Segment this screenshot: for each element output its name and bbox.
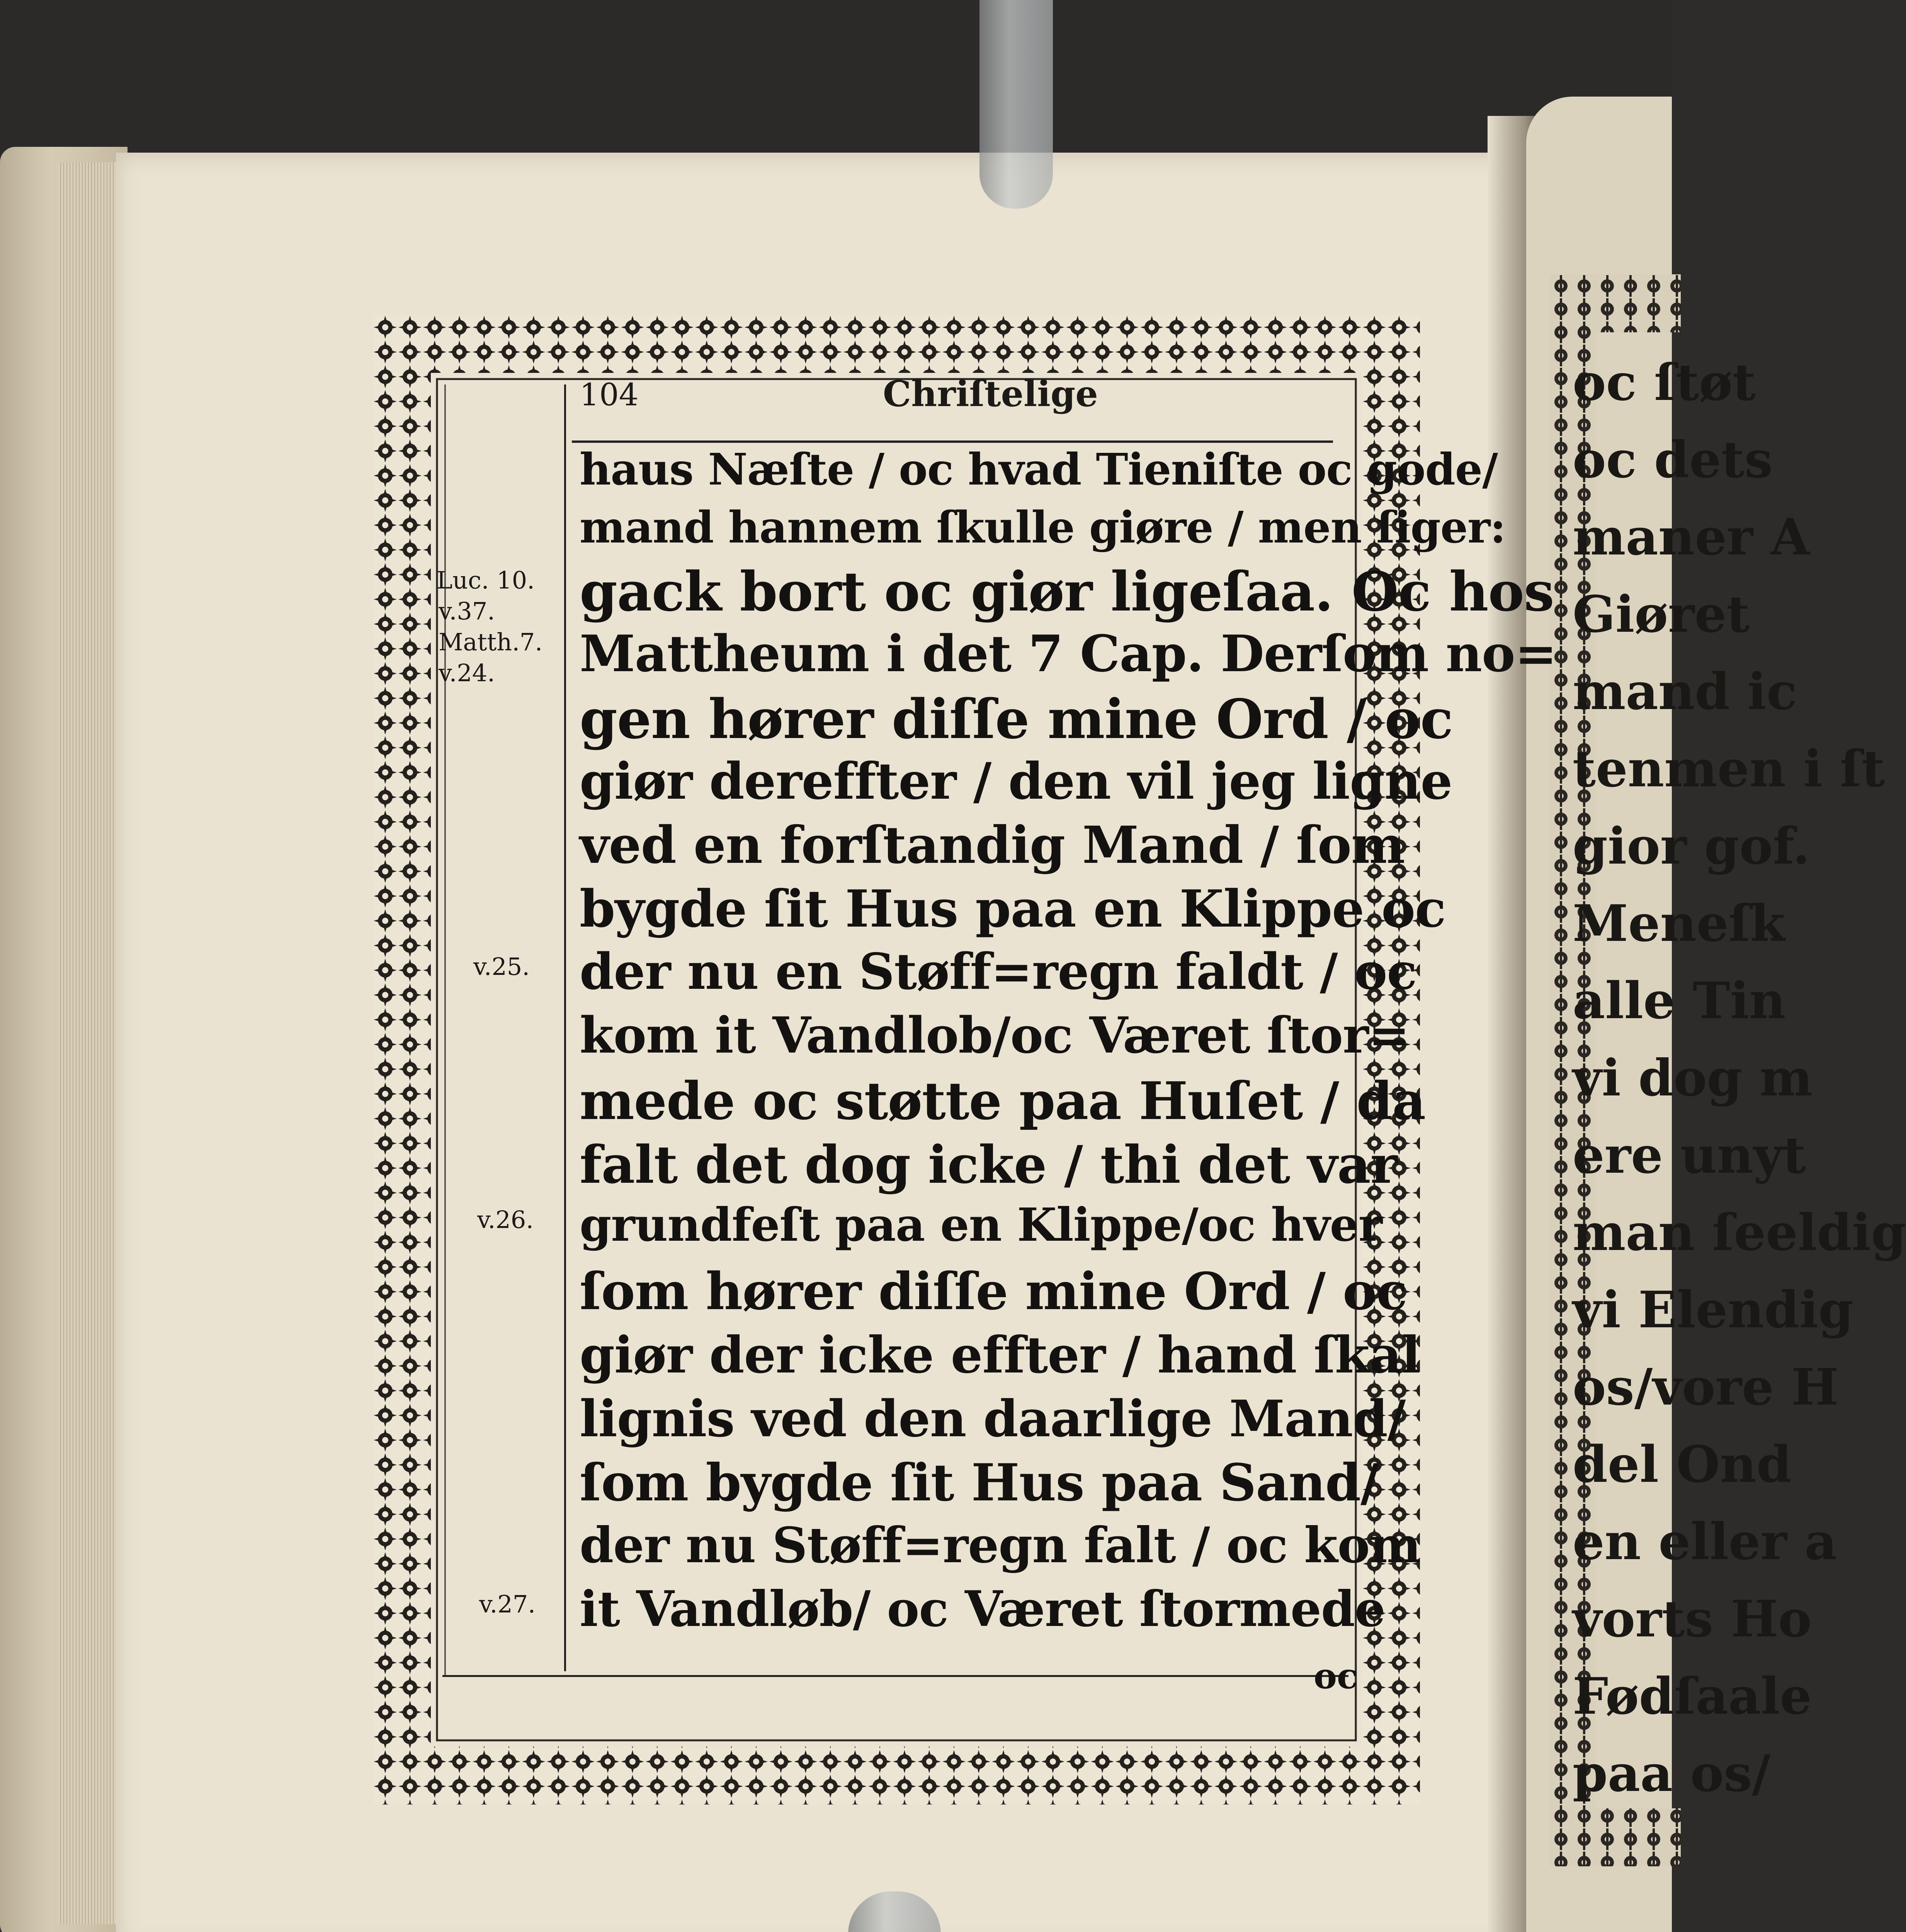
page-clip-top (979, 0, 1053, 209)
facing-page-text (1573, 344, 1906, 1812)
text-line: ſom bygde ſit Hus paa Sand/ (580, 1453, 1379, 1513)
facing-line: paa os/ (1573, 1744, 1771, 1803)
margin-note: v.24. (439, 659, 495, 687)
text-line: it Vandløb/ oc Været ſtormede (580, 1580, 1386, 1638)
facing-line: oc ſtøt (1573, 353, 1756, 412)
facing-line: vi dog m (1573, 1048, 1813, 1107)
running-head: Chriſtelige (883, 373, 1098, 415)
header-rule (572, 440, 1333, 443)
text-line: giør der icke effter / hand ſkal (580, 1325, 1420, 1384)
facing-line: en eller a (1573, 1512, 1837, 1571)
text-line: Mattheum i det 7 Cap. Derſom no= (580, 624, 1557, 683)
facing-line: ere unyt (1573, 1126, 1806, 1185)
catchword: oc (1314, 1656, 1358, 1697)
text-line: mand hannem ſkulle giøre / men ſiger: (580, 502, 1506, 553)
text-line: kom it Vandlob/oc Været ſtor= (580, 1007, 1410, 1065)
column-rule (564, 384, 566, 1671)
margin-note: Luc. 10. (437, 566, 535, 594)
facing-line: gior gof. (1573, 816, 1810, 876)
text-line: bygde ſit Hus paa en Klippe oc (580, 879, 1446, 939)
facing-line: del Ond (1573, 1435, 1792, 1494)
facing-line: vi Elendig (1573, 1280, 1854, 1339)
text-line: gack bort oc giør ligeſaa. Oc hos (580, 560, 1554, 624)
facing-page (1526, 97, 1906, 1932)
facing-line: maner A (1573, 507, 1810, 566)
facing-line: os/vore H (1573, 1357, 1839, 1417)
text-line: grundfeſt paa en Klippe/oc hver (580, 1198, 1382, 1252)
text-line: falt det dog icke / thi det var (580, 1134, 1398, 1195)
text-line: mede oc støtte paa Huſet / da (580, 1070, 1426, 1131)
footer-rule (442, 1675, 1348, 1677)
facing-line: Fødſaale (1573, 1667, 1812, 1726)
margin-note: v.37. (439, 597, 495, 625)
facing-line: vorts Ho (1573, 1589, 1812, 1648)
margin-note: v.25. (473, 952, 530, 981)
text-line: der nu Støff=regn falt / oc kom (580, 1517, 1421, 1574)
facing-line: mand ic (1573, 662, 1797, 721)
facing-line: oc dets (1573, 430, 1773, 489)
text-line: ved en forſtandig Mand / ſom (580, 815, 1405, 875)
text-line: lignis ved den daarlige Mand/ (580, 1389, 1406, 1448)
margin-note: v.26. (477, 1206, 534, 1234)
text-line: gen hører diſſe mine Ord / oc (580, 688, 1453, 751)
margin-note: Matth.7. (439, 628, 543, 656)
text-line: giør dereffter / den vil jeg ligne (580, 752, 1452, 811)
facing-line: man ſeeldig (1573, 1203, 1906, 1262)
facing-line: tenmen i ſt (1573, 739, 1885, 798)
facing-line: alle Tin (1573, 971, 1786, 1030)
text-line: haus Næſte / oc hvad Tieniſte oc gode/ (580, 444, 1498, 495)
text-line: ſom hører diſſe mine Ord / oc (580, 1262, 1407, 1321)
margin-note: v.27. (479, 1590, 536, 1618)
text-line: der nu en Støff=regn faldt / oc (580, 943, 1417, 1001)
facing-line: Meneſk (1573, 894, 1785, 953)
facing-line: Giøret (1573, 585, 1750, 644)
page-number: 104 (580, 377, 639, 413)
